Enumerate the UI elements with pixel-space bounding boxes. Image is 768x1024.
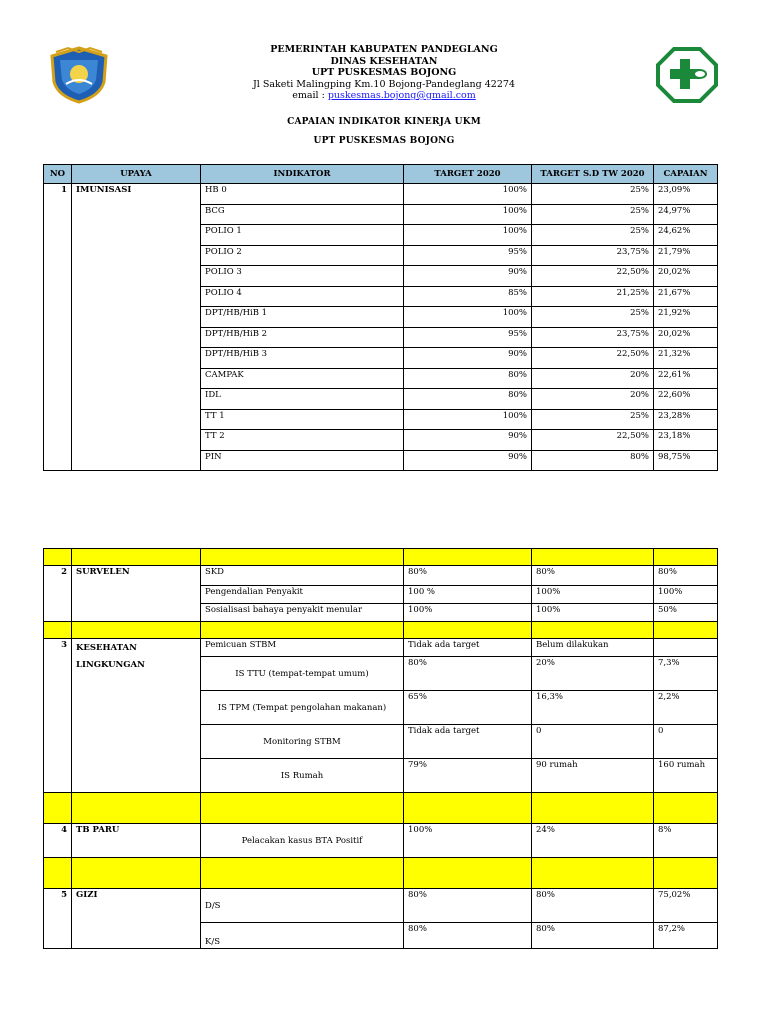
upaya-name: TB PARU xyxy=(72,824,201,858)
target-tw-cell: 100% xyxy=(532,586,654,604)
indikator-cell: POLIO 3 xyxy=(201,266,404,287)
capaian-cell xyxy=(654,639,718,657)
target-cell: 95% xyxy=(404,245,532,266)
government-name: PEMERINTAH KABUPATEN PANDEGLANG xyxy=(270,44,498,55)
target-cell: 79% xyxy=(404,759,532,793)
indikator-cell: PIN xyxy=(201,450,404,471)
indikator-cell: HB 0 xyxy=(201,184,404,205)
target-cell: 100% xyxy=(404,409,532,430)
target-tw-cell: 80% xyxy=(532,889,654,923)
target-tw-cell: 25% xyxy=(532,409,654,430)
target-cell: 100% xyxy=(404,824,532,858)
indikator-cell: D/S xyxy=(201,889,404,923)
target-tw-cell: 22,50% xyxy=(532,266,654,287)
target-cell: 80% xyxy=(404,368,532,389)
institution-name: UPT PUSKESMAS BOJONG xyxy=(311,67,457,78)
capaian-cell: 21,67% xyxy=(654,286,718,307)
target-tw-cell: 20% xyxy=(532,389,654,410)
target-cell: 100 % xyxy=(404,586,532,604)
column-header-target: TARGET 2020 xyxy=(404,165,532,184)
indikator-cell: POLIO 1 xyxy=(201,225,404,246)
address: Jl Saketi Malingping Km.10 Bojong-Pandeglang 42274 xyxy=(253,78,515,90)
capaian-cell: 87,2% xyxy=(654,923,718,949)
target-cell: 100% xyxy=(404,225,532,246)
target-cell: 85% xyxy=(404,286,532,307)
capaian-cell: 2,2% xyxy=(654,691,718,725)
capaian-cell: 160 rumah xyxy=(654,759,718,793)
target-cell: 90% xyxy=(404,430,532,451)
capaian-cell: 7,3% xyxy=(654,657,718,691)
indikator-cell: BCG xyxy=(201,204,404,225)
report-title: CAPAIAN INDIKATOR KINERJA UKM xyxy=(287,117,481,127)
target-cell: 80% xyxy=(404,889,532,923)
capaian-cell: 23,09% xyxy=(654,184,718,205)
upaya-name: IMUNISASI xyxy=(72,184,201,471)
row-number: 5 xyxy=(44,889,72,949)
section-separator-row xyxy=(44,793,718,824)
target-tw-cell: 22,50% xyxy=(532,348,654,369)
target-tw-cell: 25% xyxy=(532,225,654,246)
target-cell: 90% xyxy=(404,450,532,471)
column-header-no: NO xyxy=(44,165,72,184)
table-row xyxy=(44,824,718,858)
upaya-name: GIZI xyxy=(72,889,201,949)
puskesmas-logo-icon xyxy=(656,47,718,103)
email-label: email : xyxy=(292,90,328,101)
target-tw-cell: 25% xyxy=(532,307,654,328)
capaian-cell: 8% xyxy=(654,824,718,858)
column-header-capaian: CAPAIAN xyxy=(654,165,718,184)
target-cell: 100% xyxy=(404,204,532,225)
upaya-name-line-1: KESEHATAN xyxy=(76,643,137,653)
row-number: 2 xyxy=(44,566,72,622)
section-separator-row xyxy=(44,622,718,639)
indikator-cell: POLIO 4 xyxy=(201,286,404,307)
capaian-cell: 22,61% xyxy=(654,368,718,389)
indikator-cell: Sosialisasi bahaya penyakit menular xyxy=(201,604,404,622)
capaian-cell: 24,62% xyxy=(654,225,718,246)
capaian-cell: 98,75% xyxy=(654,450,718,471)
indikator-cell: Pelacakan kasus BTA Positif xyxy=(201,824,404,858)
section-separator-row xyxy=(44,858,718,889)
indikator-cell: Monitoring STBM xyxy=(201,725,404,759)
letterhead xyxy=(0,0,768,110)
row-number: 1 xyxy=(44,184,72,471)
target-tw-cell: 23,75% xyxy=(532,327,654,348)
upaya-name-line-2: LINGKUNGAN xyxy=(76,660,145,670)
target-cell: 95% xyxy=(404,327,532,348)
column-header-upaya: UPAYA xyxy=(72,165,201,184)
indikator-cell: Pengendalian Penyakit xyxy=(201,586,404,604)
indikator-cell: POLIO 2 xyxy=(201,245,404,266)
report-subtitle: UPT PUSKESMAS BOJONG xyxy=(313,136,455,146)
capaian-cell: 22,60% xyxy=(654,389,718,410)
target-cell: 90% xyxy=(404,266,532,287)
column-header-target-tw: TARGET S.D TW 2020 xyxy=(532,165,654,184)
target-tw-cell: 100% xyxy=(532,604,654,622)
indikator-cell: SKD xyxy=(201,566,404,586)
upaya-name xyxy=(72,639,201,793)
capaian-cell: 75,02% xyxy=(654,889,718,923)
letterhead-text xyxy=(200,44,568,102)
target-tw-cell: 25% xyxy=(532,184,654,205)
target-cell: 100% xyxy=(404,307,532,328)
target-tw-cell: 21,25% xyxy=(532,286,654,307)
table-row xyxy=(44,566,718,586)
target-cell: 80% xyxy=(404,566,532,586)
capaian-cell: 50% xyxy=(654,604,718,622)
capaian-cell: 23,28% xyxy=(654,409,718,430)
indikator-cell: TT 2 xyxy=(201,430,404,451)
indikator-cell: TT 1 xyxy=(201,409,404,430)
email-line xyxy=(200,90,568,102)
pandeglang-regency-emblem-icon xyxy=(48,46,110,104)
target-tw-cell: 22,50% xyxy=(532,430,654,451)
indikator-cell: IS TTU (tempat-tempat umum) xyxy=(201,657,404,691)
target-cell: Tidak ada target xyxy=(404,639,532,657)
capaian-cell: 100% xyxy=(654,586,718,604)
target-tw-cell: 23,75% xyxy=(532,245,654,266)
indikator-cell: IS TPM (Tempat pengolahan makanan) xyxy=(201,691,404,725)
target-tw-cell: 0 xyxy=(532,725,654,759)
capaian-cell: 20,02% xyxy=(654,327,718,348)
immunization-table xyxy=(43,164,718,471)
email-link[interactable]: puskesmas.bojong@gmail.com xyxy=(327,90,476,101)
capaian-cell: 80% xyxy=(654,566,718,586)
capaian-cell: 21,79% xyxy=(654,245,718,266)
table-row xyxy=(44,889,718,923)
target-tw-cell: 80% xyxy=(532,923,654,949)
target-tw-cell: 20% xyxy=(532,657,654,691)
target-tw-cell: 90 rumah xyxy=(532,759,654,793)
indikator-cell: DPT/HB/HiB 2 xyxy=(201,327,404,348)
target-cell: 65% xyxy=(404,691,532,725)
target-cell: 100% xyxy=(404,184,532,205)
indikator-cell: DPT/HB/HiB 1 xyxy=(201,307,404,328)
target-tw-cell: 20% xyxy=(532,368,654,389)
indikator-cell: IS Rumah xyxy=(201,759,404,793)
indikator-cell: Pemicuan STBM xyxy=(201,639,404,657)
target-tw-cell: 16,3% xyxy=(532,691,654,725)
section-separator-row xyxy=(44,549,718,566)
table-row xyxy=(44,639,718,657)
indikator-cell: IDL xyxy=(201,389,404,410)
target-cell: 100% xyxy=(404,604,532,622)
capaian-cell: 24,97% xyxy=(654,204,718,225)
indikator-cell: CAMPAK xyxy=(201,368,404,389)
target-cell: 80% xyxy=(404,389,532,410)
indikator-cell: DPT/HB/HiB 3 xyxy=(201,348,404,369)
capaian-cell: 23,18% xyxy=(654,430,718,451)
capaian-cell: 21,92% xyxy=(654,307,718,328)
target-cell: 80% xyxy=(404,923,532,949)
program-table xyxy=(43,548,718,949)
capaian-cell: 21,32% xyxy=(654,348,718,369)
target-cell: 80% xyxy=(404,657,532,691)
department-name: DINAS KESEHATAN xyxy=(330,55,438,67)
target-cell: 90% xyxy=(404,348,532,369)
table-header-row xyxy=(44,165,718,184)
row-number: 4 xyxy=(44,824,72,858)
indikator-cell: K/S xyxy=(201,923,404,949)
column-header-indikator: INDIKATOR xyxy=(201,165,404,184)
target-tw-cell: 80% xyxy=(532,566,654,586)
target-cell: Tidak ada target xyxy=(404,725,532,759)
table-row xyxy=(44,184,718,205)
capaian-cell: 0 xyxy=(654,725,718,759)
target-tw-cell: Belum dilakukan xyxy=(532,639,654,657)
capaian-cell: 20,02% xyxy=(654,266,718,287)
row-number: 3 xyxy=(44,639,72,793)
upaya-name: SURVELEN xyxy=(72,566,201,622)
target-tw-cell: 25% xyxy=(532,204,654,225)
target-tw-cell: 80% xyxy=(532,450,654,471)
target-tw-cell: 24% xyxy=(532,824,654,858)
